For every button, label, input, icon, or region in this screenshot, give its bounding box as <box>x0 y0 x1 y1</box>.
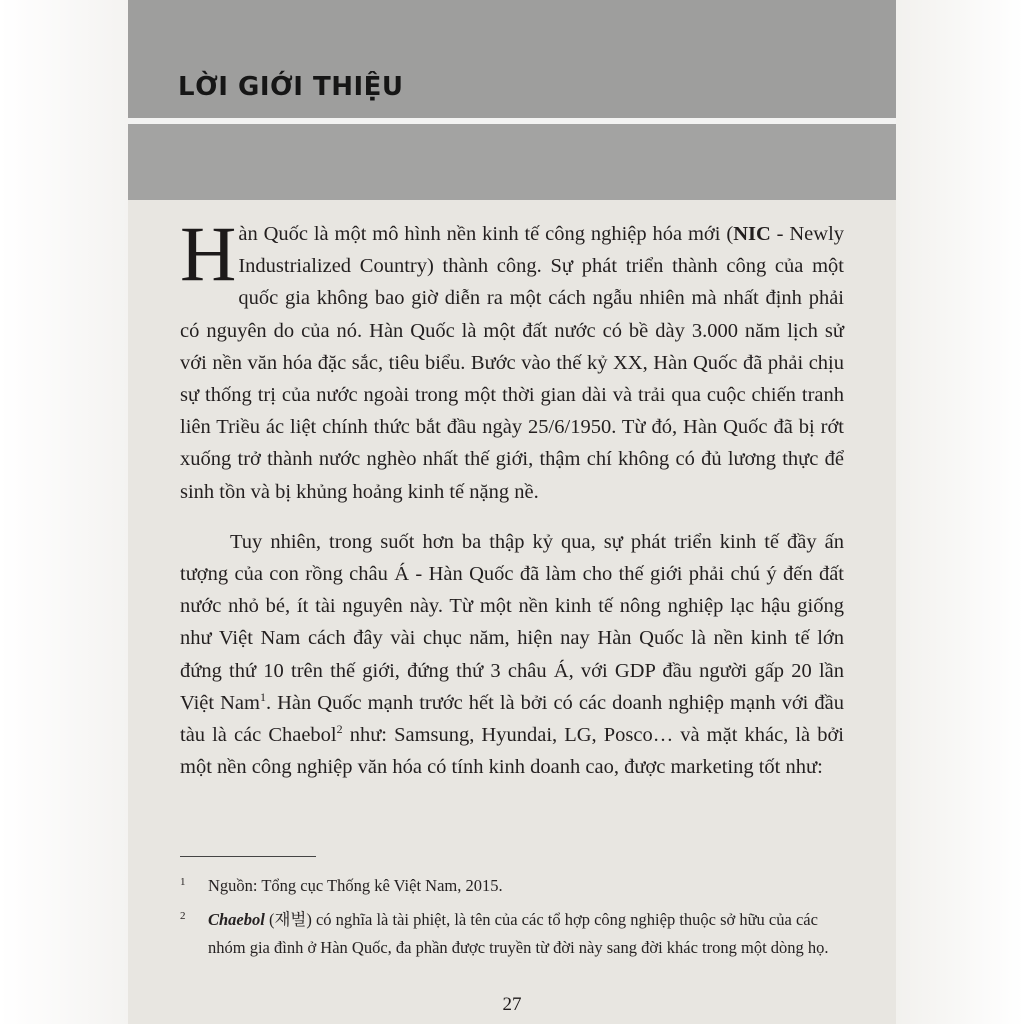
page-number: 27 <box>502 994 522 1015</box>
paragraph-2-text-b: . Hàn Quốc mạnh trước hết là bởi có các doanh nghiệp mạnh với đầu tàu là các Chaebol <box>180 691 844 747</box>
footnote-text: Nguồn: Tổng cục Thống kê Việt Nam, 2015. <box>208 876 503 895</box>
footnote-number: 1 <box>180 876 186 888</box>
paragraph-2-text-c: như: Samsung, Hyundai, LG, Posco… và mặt khác, là bởi một nền công nghiệp văn hóa có tính kinh doanh cao, được marketing tốt như: <box>180 724 844 779</box>
footnote-ref-2: 2 <box>336 722 343 737</box>
page-title: LỜI GIỚI THIỆU <box>178 72 404 102</box>
paragraph-1-text-b: - Newly Industrialized Country) thành công. Sự phát triển thành công của một quốc gia không bao giờ diễn ra một cách ngẫu nhiên mà nhất định phải có nguyên do của nó. Hàn Quốc là một đất nước có bề dày 3.000 năm lịch sử với nền văn hóa đặc sắc, tiêu biểu. Bước vào thế kỷ XX, Hàn Quốc đã phải chịu sự thống trị của nước ngoài trong một thời gian dài và trải qua cuộc chiến tranh liên Triều ác liệt chính thức bắt đầu ngày 25/6/1950. Từ đó, Hàn Quốc đã bị rớt xuống trở thành nước nghèo nhất thế giới, thậm chí không có đủ lương thực để sinh tồn và bị khủng hoảng kinh tế nặng nề. <box>180 223 845 503</box>
paragraph-2 <box>180 526 844 784</box>
body-text <box>180 210 845 783</box>
footnote-divider <box>180 856 316 857</box>
footnote-text: có nghĩa là tài phiệt, là tên của các tổ hợp công nghiệp thuộc sở hữu của các nhóm gia đình ở Hàn Quốc, đa phần được truyền từ đời này sang đời khác trong một dòng họ. <box>208 910 829 957</box>
paragraph-1-text-a: àn Quốc là một mô hình nền kinh tế công nghiệp hóa mới ( <box>238 223 734 245</box>
drop-cap: H <box>180 210 237 297</box>
footnote-korean: (재벌) <box>264 910 312 929</box>
footnote-1 <box>180 872 844 900</box>
book-page <box>128 0 896 1024</box>
header-band-lower <box>128 124 896 200</box>
paragraph-1 <box>180 210 845 508</box>
left-margin <box>0 0 128 1024</box>
footnote-ref-1: 1 <box>259 689 266 704</box>
footnote-term: Chaebol <box>208 910 265 929</box>
footnotes <box>180 872 844 968</box>
footnote-number: 2 <box>180 910 186 922</box>
paragraph-2-text-a: Tuy nhiên, trong suốt hơn ba thập kỷ qua, sự phát triển kinh tế đầy ấn tượng của con rồng châu Á - Hàn Quốc đã làm cho thế giới phải chú ý đến đất nước nhỏ bé, ít tài nguyên này. Từ một nền kinh tế nông nghiệp lạc hậu giống như Việt Nam cách đây vài chục năm, hiện nay Hàn Quốc là nền kinh tế lớn đứng thứ 10 trên thế giới, đứng thứ 3 châu Á, với GDP đầu người gấp 20 lần Việt Nam <box>180 530 844 714</box>
nic-abbreviation: NIC <box>733 223 771 245</box>
right-margin <box>896 0 1024 1024</box>
footnote-2 <box>180 906 844 962</box>
